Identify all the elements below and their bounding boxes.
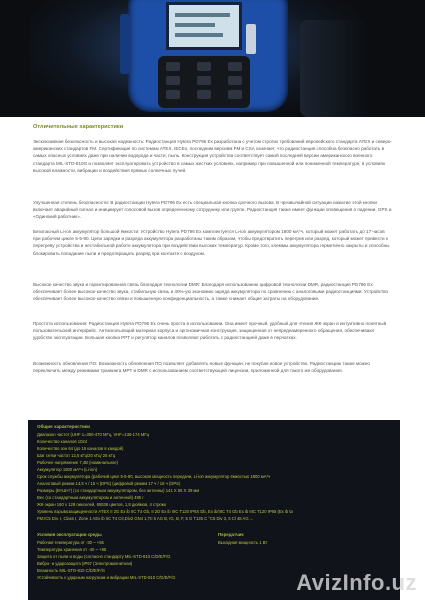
spec-line: Диапазон частот (UHF 1=350-470 МГц, VHF=136-174 МГц <box>37 432 149 437</box>
spec-line: Рабочее напряжение 7,4В (номинальное) <box>37 460 119 465</box>
spec-line: Аналоговый режим 14,5 ч / 15 ч (DPS) (цифровой режим 17 ч / 18 ч (DPS) <box>37 481 181 486</box>
paragraph-software: Возможность обновления ПО: Возможность обновления ПО позволяет добавлять новые функции, не покупая новое устройство. Радиостанцию также можно переключить между режимами транкинга MPT и DMR с использованием соответствующей лицензии, приложенной для такого же оборудования. <box>33 361 370 374</box>
environment-line: Температура хранения от -40 ~ +85 <box>37 547 107 552</box>
product-photo <box>0 0 425 117</box>
environment-line: Вибро- и ударозащита (IP67 (Электромагнитная) <box>37 561 133 566</box>
spec-line: Срок службы аккумулятора (рабочий цикл 5-5-90, высокая мощность передачи, Li-ion аккумулятор ёмкостью 1800 мА*ч <box>37 474 271 479</box>
spec-line: Уровень взрывозащищенности ATEX II 2G Ex ib IIC T4 Gb, II 2D Ex ib IIIC T120 IP6X Db, Ex ib/IIIC T4 Gb Ex ib IIIC T120 IP65 (Ex ib ta <box>37 509 293 514</box>
environment-line: Рабочая температура от -30 ~ +55 <box>37 540 104 545</box>
spec-line: FM:IC5 Div. I, Class I, Zone 1 AEx ib IIC T4 CII,Div2 GN4 1,TII 5 AG B, IG, B, F, 5 G T135 C °C5 Div 3, 6 Cl 48 AG ... <box>37 516 254 521</box>
section-title: Отличительные характеристики <box>33 124 124 130</box>
transmitter-title: Передатчик <box>218 532 244 537</box>
specs-title: Общие характеристики <box>37 424 90 429</box>
paragraph-battery: Безопасный Li-ion аккумулятор большой ёмкости: Устройство Hytera PD796 Ex комплектуется Li-ion аккумулятором 1800 мА*ч, который может работать до 17 часов при рабочем цикле 5-5-90. Цепи зарядки и разряда аккумулятора разработаны таким образом, чтобы предотвратить перегрев или разряд, который может привести к перегреву устройства и нестабильной работе аккумулятора при воздействии высоких температур. Кроме того, клеммы аккумулятора герметично закрыты и способны блокировать попадание пыли и предотвращать разряд при контакте с воздухом. <box>33 229 390 256</box>
spec-line: Аккумулятор 1800 мА*ч (Li-ion) <box>37 467 98 472</box>
radio-keypad <box>158 56 250 108</box>
spec-line: Вес (со стандартным аккумулятором и антенной) 495 г <box>37 495 144 500</box>
environment-title: Условия эксплуатации среды <box>37 532 102 537</box>
spec-line: Количество каналов 1024 <box>37 439 88 444</box>
watermark-logo: AvizInfo.uz <box>296 570 417 595</box>
spec-line: Размеры (В×Ш×Г) (со стандартным аккумулятором, без антенны) 141 X 55 X 39 мм <box>37 488 200 493</box>
environment-line: Влажность MIL-STD-810 C/D/E/F/G <box>37 568 105 573</box>
paragraph-dmr: Высокое качество звука и гарантированная связь благодаря технологии DMR: Благодаря использованию цифровой технологии DMR, радиостанция PD796 Ex обеспечивает более высокое качество звука, стабильную связь и 40%-ую экономию заряда аккумулятора по сравнению с аналоговыми радиостанциями. Устройство обеспечивает более высокое качество связи и повышенную конфиденциальность, а также снижает общие затраты на оборудование. <box>33 282 389 302</box>
radio-side-button <box>120 14 130 74</box>
paragraph-emergency: Улучшенная степень безопасности: В радиостанции Hytera PD796 Ex есть специальная кнопка срочного вызова. В чрезвычайной ситуации нажатие этой кнопки включает аварийный сигнал и инициирует голосовой вызов определенному сотруднику или группе. Радиостанция также имеет функции оповещения о падении, GPS и «Одинокий работник». <box>33 200 392 220</box>
spec-line: ЖК-экран 160 x 128 пикселей, 65536 цветов, 1,8 дюймов, 4 строки <box>37 502 166 507</box>
paragraph-safety: Эксклюзивная безопасность и высокая надежность: Радиостанция Hytera PD796 Ex разработана с учетом строгих требований европейского стандарта ATEX и северо-американских стандартов FM. Сертификация по системам ATEX, IECEx, последним версиям FM и CSA означает, что радиостанция способна безопасно работать в самых опасных условиях даже при наличии водорода и части, пыль. Конструкция устройства соответствует самой последней версии американского военного стандарта MIL-STD-810G и позволяет эксплуатировать устройство в самых жестких условиях, например при повышенной или пониженной температуре, в условиях высокой влажности, вибрации и воздействия прямых солнечных лучей. <box>33 139 392 173</box>
paragraph-usability: Простота использования: Радиостанция Hytera PD796 Ex очень проста в использовании. Она имеет прочный, удобный для чтения ЖК-экран и интуитивно понятный пользовательский интерфейс. Антискользящий материал корпуса и эргономичная конструкция, защищенная от непреднамеренного обращения, обеспечивают удобство эксплуатации. Большая кнопка PPT и регулятор каналов позволяют работать с радиостанцией даже в перчатках. <box>33 321 387 341</box>
transmitter-line: Выходная мощность 1 Вт <box>218 540 268 545</box>
environment-line: Защита от пыли и воды (согласно стандарту MIL-STD-810 C/D/E/F/G <box>37 554 171 559</box>
spec-line: Шаг сетки частот 12,5 кГц/20 кГц/ 25 кГц <box>37 453 116 458</box>
environment-line: Устойчивость к ударным нагрузкам и вибрации MIL-STD-810 C/D/E/F/G <box>37 575 176 580</box>
radio-brand-plate <box>246 24 256 54</box>
photo-shadow <box>300 20 370 117</box>
radio-device-image <box>128 0 288 112</box>
radio-screen <box>166 2 242 50</box>
spec-line: Количество зон 64 (до 16 каналов в каждой) <box>37 446 124 451</box>
